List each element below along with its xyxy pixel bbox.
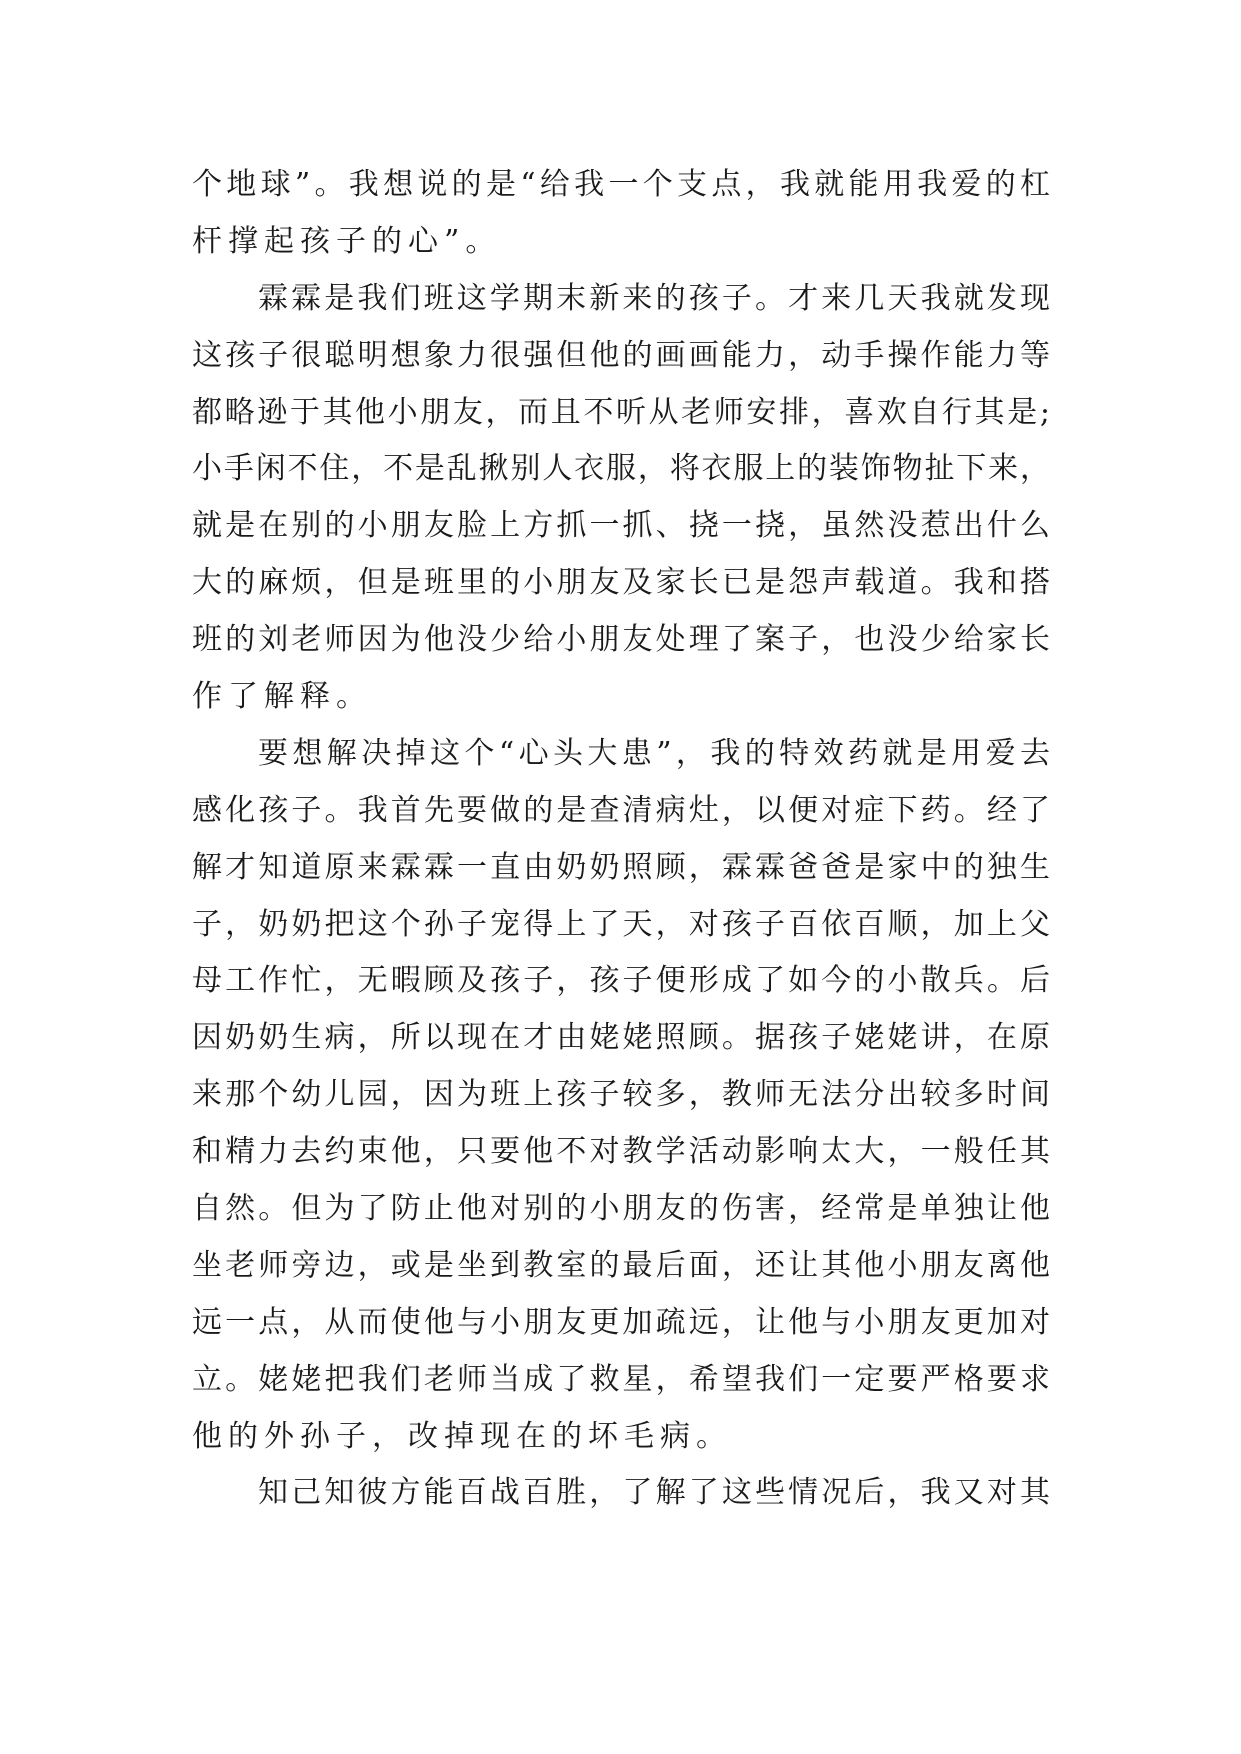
paragraph-first-line: 霖霖是我们班这学期末新来的孩子。才来几天我就发现: [258, 280, 1050, 316]
text-line: 子，奶奶把这个孙子宠得上了天，对孩子百依百顺，加上父: [192, 906, 1050, 942]
text-line: 都略逊于其他小朋友，而且不听从老师安排，喜欢自行其是;: [192, 394, 1050, 430]
text-line: 和精力去约束他，只要他不对教学活动影响太大，一般任其: [192, 1134, 1050, 1170]
body-text: [192, 157, 1050, 1522]
text-line: 因奶奶生病，所以现在才由姥姥照顾。据孩子姥姥讲，在原: [192, 1020, 1050, 1056]
text-line: 远一点，从而使他与小朋友更加疏远，让他与小朋友更加对: [192, 1304, 1050, 1340]
text-line: 坐老师旁边，或是坐到教室的最后面，还让其他小朋友离他: [192, 1247, 1050, 1283]
text-line: 班的刘老师因为他没少给小朋友处理了案子，也没少给家长: [192, 622, 1050, 658]
text-line: 解才知道原来霖霖一直由奶奶照顾，霖霖爸爸是家中的独生: [192, 849, 1050, 885]
text-line: 个地球”。我想说的是“给我一个支点，我就能用我爱的杠: [192, 167, 1050, 202]
paragraph-first-line: 知己知彼方能百战百胜，了解了这些情况后，我又对其: [258, 1475, 1050, 1511]
text-line: 自然。但为了防止他对别的小朋友的伤害，经常是单独让他: [192, 1191, 1050, 1227]
text-line: 这孩子很聪明想象力很强但他的画画能力，动手操作能力等: [192, 337, 1050, 373]
text-line: 母工作忙，无暇顾及孩子，孩子便形成了如今的小散兵。后: [192, 963, 1050, 999]
text-line: 感化孩子。我首先要做的是查清病灶，以便对症下药。经了: [192, 792, 1050, 828]
text-line: 就是在别的小朋友脸上方抓一抓、挠一挠，虽然没惹出什么: [192, 508, 1050, 544]
text-line: 来那个幼儿园，因为班上孩子较多，教师无法分出较多时间: [192, 1077, 1050, 1113]
text-line: 立。姥姥把我们老师当成了救星，希望我们一定要严格要求: [192, 1361, 1050, 1397]
text-line: 他的外孙子，改掉现在的坏毛病。: [192, 1418, 732, 1454]
paragraph-first-line: 要想解决掉这个“心头大患”，我的特效药就是用爱去: [258, 735, 1050, 771]
text-line: 作了解释。: [192, 679, 372, 715]
text-line: 大的麻烦，但是班里的小朋友及家长已是怨声载道。我和搭: [192, 565, 1050, 601]
text-line: 小手闲不住，不是乱揪别人衣服，将衣服上的装饰物扯下来，: [192, 451, 1050, 487]
text-line: 杆撑起孩子的心”。: [192, 223, 502, 259]
